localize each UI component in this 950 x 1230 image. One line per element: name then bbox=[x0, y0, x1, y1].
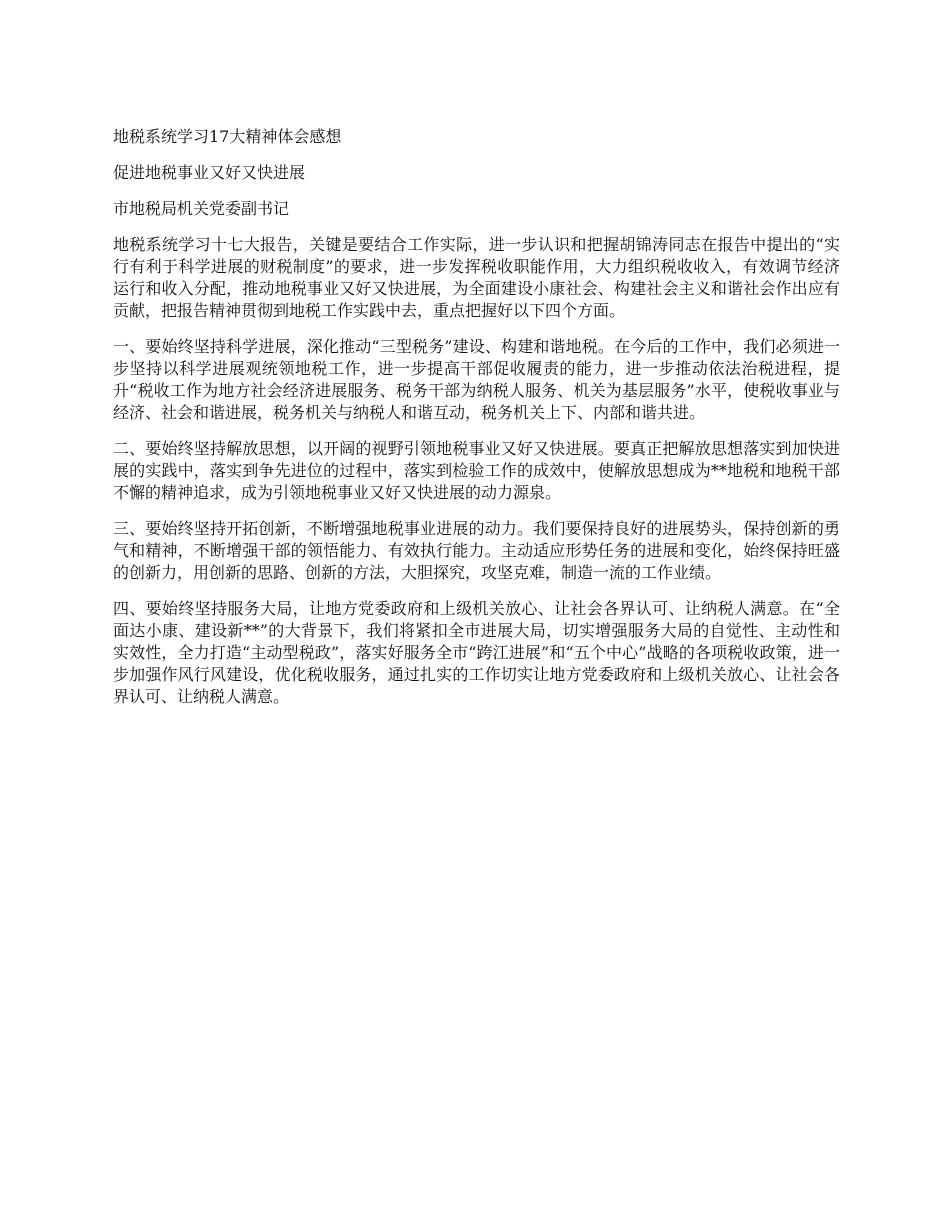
document-subtitle: 促进地税事业又好又快进展 bbox=[113, 163, 306, 182]
paragraph-point-1: 一、要始终坚持科学进展，深化推动“三型税务”建设、构建和谐地税。在今后的工作中，我们必须进一步坚持以科学进展观统领地税工作，进一步提高干部促收履责的能力，进一步推动依法治税进程，提升“税收工作为地方社会经济进展服务、税务干部为纳税人服务、机关为基层服务”水平，使税收事业与经济、社会和谐进展，税务机关与纳税人和谐互动，税务机关上下、内部和谐共进。 bbox=[113, 337, 840, 422]
document-title: 地税系统学习17大精神体会感想 bbox=[113, 127, 342, 146]
paragraph-point-3: 三、要始终坚持开拓创新，不断增强地税事业进展的动力。我们要保持良好的进展势头，保持创新的勇气和精神，不断增强干部的领悟能力、有效执行能力。主动适应形势任务的进展和变化，始终保持旺盛的创新力，用创新的思路、创新的方法，大胆探究，攻坚克难，制造一流的工作业绩。 bbox=[113, 519, 840, 582]
document-author: 市地税局机关党委副书记 bbox=[113, 199, 290, 218]
paragraph-point-4: 四、要始终坚持服务大局，让地方党委政府和上级机关放心、让社会各界认可、让纳税人满意。在“全面达小康、建设新**”的大背景下，我们将紧扣全市进展大局，切实增强服务大局的自觉性、主动性和实效性，全力打造“主动型税政”，落实好服务全市“跨江进展”和“五个中心”战略的各项税收政策，进一步加强作风行风建设，优化税收服务，通过扎实的工作切实让地方党委政府和上级机关放心、让社会各界认可、让纳税人满意。 bbox=[113, 599, 840, 706]
document-page bbox=[113, 126, 840, 722]
paragraph-intro: 地税系统学习十七大报告，关键是要结合工作实际，进一步认识和把握胡锦涛同志在报告中提出的“实行有利于科学进展的财税制度”的要求，进一步发挥税收职能作用，大力组织税收收入，有效调节经济运行和收入分配，推动地税事业又好又快进展，为全面建设小康社会、构建社会主义和谐社会作出应有贡献，把报告精神贯彻到地税工作实践中去，重点把握好以下四个方面。 bbox=[113, 235, 840, 320]
paragraph-point-2: 二、要始终坚持解放思想，以开阔的视野引领地税事业又好又快进展。要真正把解放思想落实到加快进展的实践中，落实到争先进位的过程中，落实到检验工作的成效中，使解放思想成为**地税和地税干部不懈的精神追求，成为引领地税事业又好又快进展的动力源泉。 bbox=[113, 439, 840, 502]
